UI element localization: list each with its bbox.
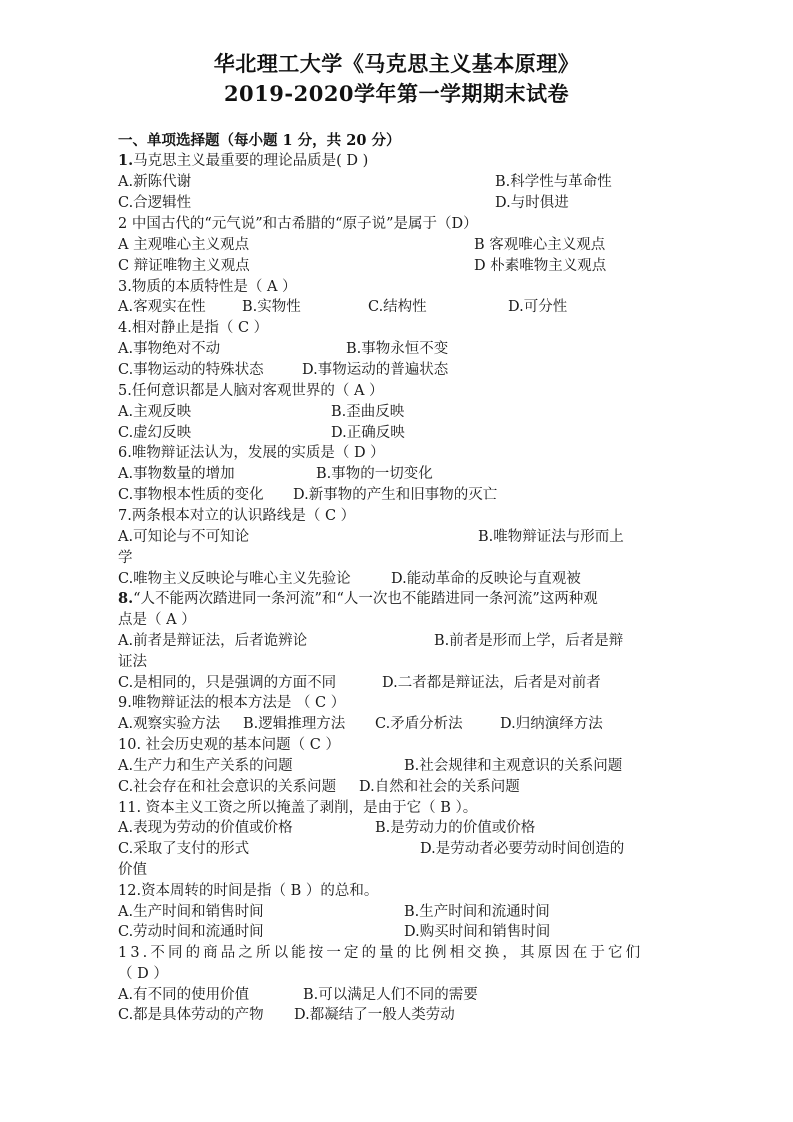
question-number: 10.	[118, 737, 142, 753]
option-d: D.都凝结了一般人类劳动	[294, 1007, 455, 1023]
question-13	[118, 943, 643, 963]
question-stem: 中国古代的“元气说”和古希腊的“原子说”是属于（D）	[127, 216, 478, 232]
question-number: 12.	[118, 883, 142, 899]
question-stem: 任何意识都是人脑对客观世界的（ A ）	[131, 383, 384, 399]
question-stem: 马克思主义最重要的理论品质是( D )	[133, 153, 369, 169]
option-c: C.事物根本性质的变化	[118, 487, 264, 503]
option-c: C 辩证唯物主义观点	[118, 258, 250, 274]
option-a: A.事物数量的增加	[118, 466, 235, 482]
section-heading: 一、单项选择题（每小题 1 分，共 20 分）	[118, 132, 401, 149]
option-c: C.采取了支付的形式	[118, 841, 250, 857]
question-2	[118, 214, 478, 234]
question-8	[118, 589, 598, 609]
question-stem: 物质的本质特性是（ A ）	[131, 279, 297, 295]
question-number: 8.	[118, 590, 134, 607]
option-a: A.前者是辩证法，后者诡辨论	[118, 633, 308, 649]
question-number: 3.	[118, 279, 132, 295]
question-number: 1.	[118, 152, 134, 169]
option-c: C.是相同的，只是强调的方面不同	[118, 675, 337, 691]
option-b: B.生产时间和流通时间	[404, 904, 550, 920]
question-number: 13.	[118, 945, 151, 961]
question-3	[118, 277, 297, 297]
option-b-wrap: 证法	[118, 654, 147, 670]
option-c: C.合逻辑性	[118, 195, 192, 211]
option-b: B.科学性与革命性	[495, 174, 612, 190]
option-d: D.可分性	[508, 299, 568, 315]
option-b: B.歪曲反映	[331, 404, 405, 420]
question-number: 9.	[118, 695, 132, 711]
option-d: D.是劳动者必要劳动时间创造的	[420, 841, 625, 857]
question-stem: 唯物辩证法认为，发展的实质是（ D ）	[131, 445, 385, 461]
option-d: D.购买时间和销售时间	[404, 924, 551, 940]
option-d: D.正确反映	[331, 425, 405, 441]
question-12	[118, 881, 378, 901]
option-a: A.表现为劳动的价值或价格	[118, 820, 293, 836]
option-c: C.事物运动的特殊状态	[118, 362, 264, 378]
option-b: B.逻辑推理方法	[243, 716, 346, 732]
option-d: D.能动革命的反映论与直观被	[391, 571, 581, 587]
question-4	[118, 318, 268, 338]
option-c: C.社会存在和社会意识的关系问题	[118, 779, 337, 795]
option-d-wrap: 价值	[118, 862, 147, 878]
question-stem: 两条根本对立的认识路线是（ C ）	[131, 508, 356, 524]
option-a: A.观察实验方法	[118, 716, 221, 732]
question-number: 7.	[118, 508, 132, 524]
option-b: B.实物性	[242, 299, 301, 315]
question-number: 11.	[118, 800, 142, 816]
question-number: 2	[118, 216, 128, 232]
question-10	[118, 735, 340, 755]
option-d: D 朴素唯物主义观点	[474, 258, 607, 274]
option-a: A.事物绝对不动	[118, 341, 221, 357]
question-11	[118, 798, 477, 818]
option-a: A 主观唯心主义观点	[118, 237, 250, 253]
option-b: B.事物永恒不变	[346, 341, 449, 357]
question-5	[118, 381, 384, 401]
option-b: B.事物的一切变化	[316, 466, 433, 482]
question-stem: 资本周转的时间是指（ B ）的总和。	[141, 883, 379, 899]
option-d: D.归纳演绎方法	[500, 716, 603, 732]
question-1	[118, 151, 368, 171]
option-c: C.劳动时间和流通时间	[118, 924, 264, 940]
option-a: A.主观反映	[118, 404, 192, 420]
question-number: 6.	[118, 445, 132, 461]
option-c: C.都是具体劳动的产物	[118, 1007, 264, 1023]
option-b: B.前者是形而上学，后者是辩	[434, 633, 624, 649]
question-13-stem-cont: （ D ）	[118, 966, 168, 982]
option-d: D.新事物的产生和旧事物的灭亡	[293, 487, 498, 503]
question-number: 4.	[118, 320, 132, 336]
option-c: C.唯物主义反映论与唯心主义先验论	[118, 571, 351, 587]
question-stem: 资本主义工资之所以掩盖了剥削，是由于它（ B ）。	[141, 800, 478, 816]
question-stem: “人不能两次踏进同一条河流”和“人一次也不能踏进同一条河流”这两种观	[133, 591, 598, 607]
option-a: A.客观实在性	[118, 299, 206, 315]
option-a: A.生产时间和销售时间	[118, 904, 264, 920]
exam-subtitle: 2019-2020学年第一学期期末试卷	[223, 81, 570, 106]
option-b: B.唯物辩证法与形而上	[478, 529, 624, 545]
question-stem: 不同的商品之所以能按一定的量的比例相交换，其原因在于它们	[150, 945, 644, 961]
option-a: A.有不同的使用价值	[118, 987, 250, 1003]
question-stem: 社会历史观的基本问题（ C ）	[141, 737, 340, 753]
option-b-wrap: 学	[118, 550, 133, 566]
question-8-stem-cont: 点是（ A ）	[118, 612, 196, 628]
option-b: B.是劳动力的价值或价格	[375, 820, 536, 836]
exam-title: 华北理工大学《马克思主义基本原理》	[213, 51, 580, 76]
option-c: C.结构性	[368, 299, 427, 315]
option-c: C.矛盾分析法	[375, 716, 463, 732]
question-stem: 唯物辩证法的根本方法是 （ C ）	[131, 695, 346, 711]
question-stem: 相对静止是指（ C ）	[131, 320, 269, 336]
option-d: D.与时俱进	[495, 195, 569, 211]
option-b: B 客观唯心主义观点	[474, 237, 606, 253]
option-a: A.可知论与不可知论	[118, 529, 250, 545]
question-7	[118, 506, 355, 526]
option-d: D.二者都是辩证法，后者是对前者	[382, 675, 601, 691]
option-d: D.自然和社会的关系问题	[359, 779, 520, 795]
question-number: 5.	[118, 383, 132, 399]
option-a: A.生产力和生产关系的问题	[118, 758, 293, 774]
option-b: B.社会规律和主观意识的关系问题	[404, 758, 623, 774]
option-c: C.虚幻反映	[118, 425, 192, 441]
question-6	[118, 443, 385, 463]
option-a: A.新陈代谢	[118, 174, 192, 190]
question-9	[118, 693, 345, 713]
option-d: D.事物运动的普遍状态	[302, 362, 449, 378]
option-b: B.可以满足人们不同的需要	[303, 987, 478, 1003]
